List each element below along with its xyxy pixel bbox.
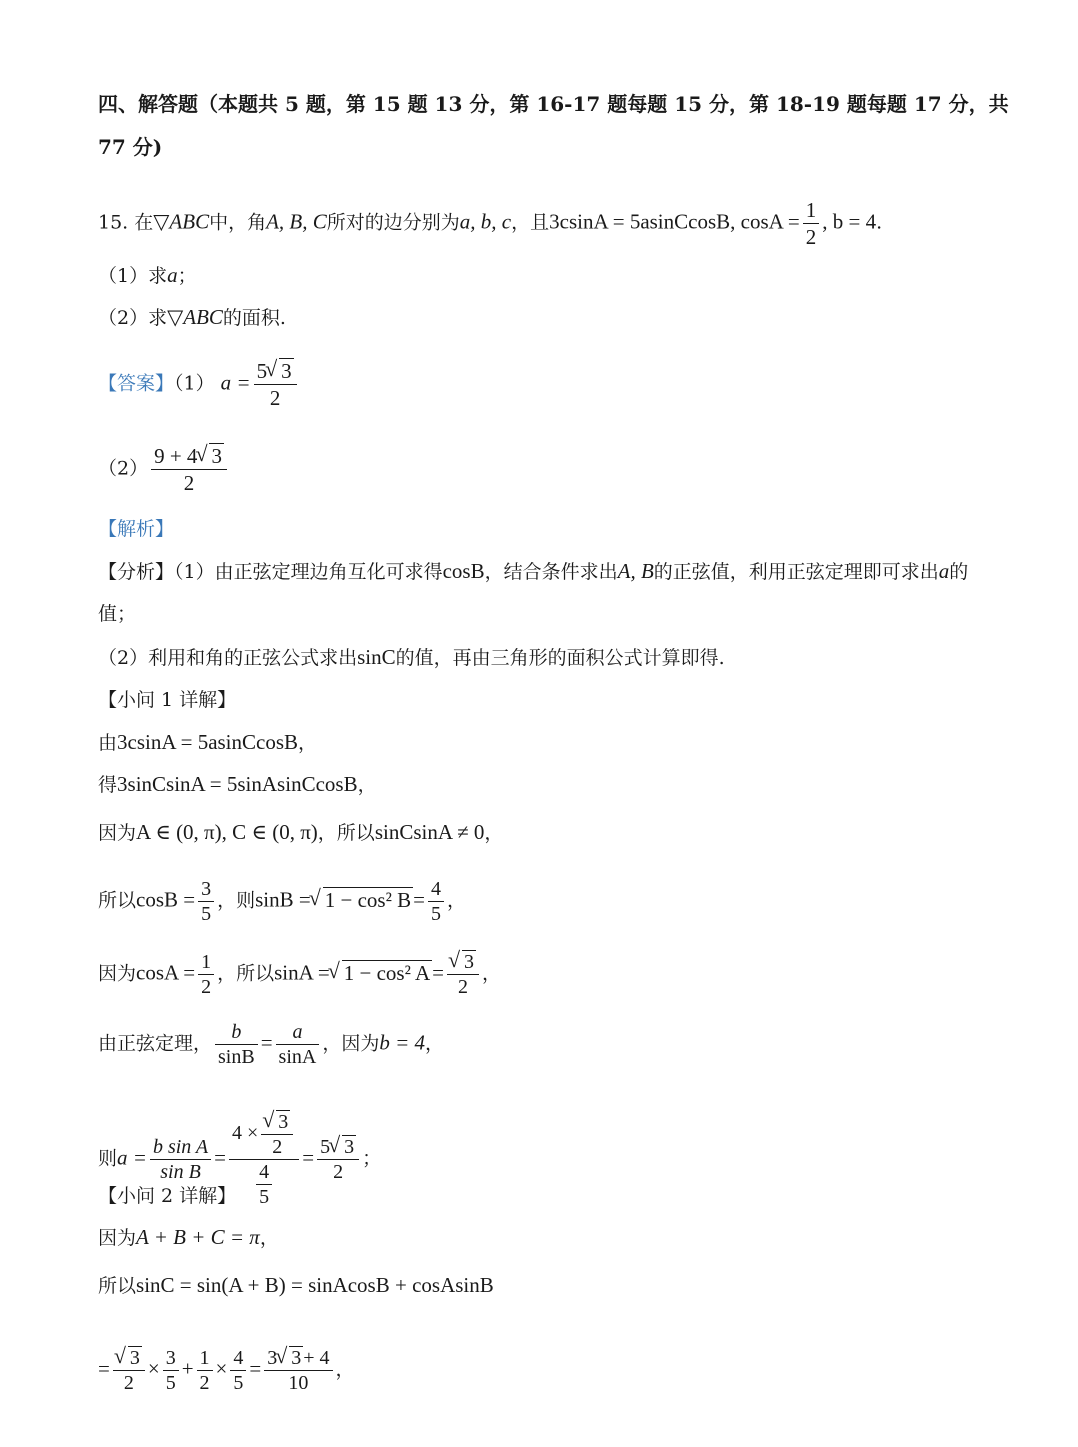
line-prefix: 所以	[98, 889, 137, 912]
fraction-numerator: 4	[256, 1160, 272, 1185]
fraction-denominator: 5	[165, 1372, 176, 1394]
math-equation: 3csinA = 5asinCcosB	[117, 730, 299, 754]
line-prefix: 由正弦定理，	[98, 1032, 213, 1055]
analysis-summary-1-cont: 值；	[98, 603, 137, 625]
fraction-numerator: b	[215, 1020, 258, 1045]
fraction-denominator: 2	[183, 471, 195, 495]
stem-text: ，且	[511, 211, 550, 234]
line-text: ，因为	[322, 1032, 380, 1055]
sinB-fraction	[428, 877, 444, 926]
equals-sign: =	[249, 1356, 262, 1381]
cosA-fraction	[803, 197, 820, 250]
part1-line3	[98, 820, 503, 845]
math-equation: sinB =	[255, 887, 311, 912]
line-text: ，则	[217, 889, 256, 912]
analysis-summary-2	[98, 645, 725, 670]
fraction-numerator: 1	[197, 1346, 213, 1371]
summary-text: 的值，再由三角形的面积公式计算即得.	[395, 647, 725, 669]
line-end: ，	[484, 822, 504, 844]
math-inline: sinC	[357, 645, 396, 669]
question-target: ▽ABC	[167, 305, 223, 329]
answer-part1	[98, 358, 300, 411]
sqrt-symbol	[277, 1346, 303, 1370]
nested-fraction	[256, 1160, 272, 1209]
answer-lhs: a =	[220, 370, 251, 395]
analysis-summary-1	[98, 559, 968, 584]
sqrt-symbol	[330, 1135, 356, 1159]
answer-part-label: （1）	[174, 372, 215, 395]
stem-text: 在	[134, 211, 154, 234]
numerator-rest: + 4	[303, 1347, 330, 1369]
problem-number: 15.	[98, 211, 129, 234]
fraction-denominator: 10	[288, 1372, 309, 1394]
line-prefix: 所以	[98, 1275, 137, 1297]
fraction-denominator: sin B	[160, 1161, 201, 1183]
triangle-symbol: ▽ABC	[153, 209, 210, 234]
fraction-denominator: 2	[123, 1372, 134, 1394]
math-inline: a	[938, 559, 950, 583]
question-target: a	[167, 263, 178, 287]
radicand: 3	[278, 1111, 289, 1133]
line-end: ；	[362, 1147, 382, 1170]
math-inline: A, B	[617, 559, 654, 583]
answer1-fraction	[254, 358, 297, 411]
numerator-coef: 5	[320, 1136, 331, 1158]
fraction-numerator: 4	[428, 877, 444, 902]
law-of-sines-right	[276, 1020, 320, 1069]
fraction-numerator: a	[276, 1020, 320, 1045]
answer-part2	[98, 443, 230, 496]
line-prefix: 因为	[98, 822, 137, 844]
sqrt-symbol	[450, 950, 476, 974]
math-equation: sinC = sin(A + B) = sinAcosB + cosAsinB	[136, 1273, 494, 1297]
numerator-coef: 4 ×	[231, 1122, 259, 1145]
condition-equation: 3csinA = 5asinCcosB	[549, 209, 731, 234]
fraction-numerator: 4	[230, 1346, 246, 1371]
question-label: （2）求	[98, 307, 168, 329]
fraction-denominator: 2	[269, 386, 281, 410]
line-text: ，所以	[317, 822, 375, 844]
part2-line1	[98, 1225, 279, 1250]
line-prefix: 由	[98, 732, 118, 754]
radicand: 3	[291, 1347, 302, 1369]
line-end: ，	[357, 774, 377, 796]
fraction-denominator: 2	[457, 976, 468, 998]
math-equation: a =	[117, 1145, 147, 1170]
math-equation: b = 4	[379, 1030, 426, 1055]
fraction-numerator: 3	[198, 877, 214, 902]
radicand: 1 − cos² A	[343, 960, 431, 985]
fraction-numerator: b sin A	[150, 1135, 211, 1160]
cosA-fraction	[198, 950, 214, 999]
math-equation: cosA =	[136, 960, 196, 985]
fraction-denominator: 5	[259, 1186, 270, 1208]
math-equation: sinA =	[274, 960, 330, 985]
analysis-tag: 【解析】	[98, 518, 175, 540]
part1-line4	[98, 877, 466, 926]
fraction-denominator: 2	[199, 1372, 210, 1394]
part1-title: 【小问 1 详解】	[98, 689, 237, 711]
equals-sign: =	[260, 1030, 273, 1055]
angle-names: A, B, C	[266, 209, 327, 234]
cosA-label: , cosA =	[730, 209, 800, 234]
fraction-denominator: 2	[333, 1161, 344, 1183]
summary-text: 的	[949, 561, 969, 583]
section-header-line2: 77 分)	[98, 135, 163, 159]
a-result-fraction	[317, 1135, 359, 1184]
math-equation: cosB =	[136, 887, 196, 912]
cosB-fraction	[163, 1346, 179, 1395]
answer2-fraction	[151, 443, 227, 496]
radicand: 1 − cos² B	[324, 887, 412, 912]
line-prefix: 因为	[98, 962, 137, 985]
sinA-fraction	[447, 950, 479, 999]
equals-sign: =	[432, 960, 444, 985]
radicand: 3	[211, 444, 222, 468]
a-fraction-1	[150, 1135, 211, 1184]
math-equation: 3sinCsinA = 5sinAsinCcosB	[117, 772, 358, 796]
cosA-fraction	[197, 1346, 213, 1395]
fraction-denominator: 2	[805, 225, 817, 249]
question-1	[98, 263, 197, 288]
radicand: 3	[344, 1136, 355, 1158]
numerator-prefix: 9 + 4	[154, 444, 198, 468]
fraction-denominator: 5	[201, 903, 212, 925]
fraction-numerator: 1	[198, 950, 214, 975]
sqrt-symbol	[197, 443, 224, 469]
line-text: ，所以	[217, 962, 275, 985]
numerator-coef: 3	[267, 1347, 278, 1369]
summary-text: ，结合条件求出	[484, 561, 618, 583]
question-end: ；	[177, 265, 197, 287]
stem-text: 所对的边分别为	[326, 211, 460, 234]
plus-sign: +	[181, 1356, 194, 1381]
answer-part-label: （2）	[98, 457, 149, 480]
part2-line3	[98, 1346, 355, 1395]
math-equation: sinCsinA ≠ 0	[374, 820, 485, 844]
numerator-coef: 5	[256, 359, 268, 383]
part2-title: 【小问 2 详解】	[98, 1185, 237, 1207]
answer-tag: 【答案】	[98, 372, 175, 395]
line-end: ，	[259, 1227, 279, 1249]
sqrt-symbol	[330, 961, 432, 985]
equals-sign: =	[214, 1145, 226, 1170]
cosB-fraction	[198, 877, 214, 926]
line-end: ，	[446, 889, 466, 912]
times-sign: ×	[215, 1356, 228, 1381]
fraction-numerator: 1	[803, 197, 820, 224]
times-sign: ×	[147, 1356, 160, 1381]
question-end: 的面积.	[222, 307, 286, 329]
equals-sign: =	[413, 887, 425, 912]
line-prefix: 因为	[98, 1227, 137, 1249]
part1-line1	[98, 730, 317, 755]
a-compound-fraction	[229, 1110, 299, 1209]
summary-text: 的正弦值，利用正弦定理即可求出	[653, 561, 939, 583]
fraction-denominator: 5	[233, 1372, 244, 1394]
part1-line5	[98, 950, 501, 999]
question-label: （1）求	[98, 265, 168, 287]
problem-stem	[98, 197, 882, 250]
line-end: ，	[298, 732, 318, 754]
line-prefix: 得	[98, 774, 118, 796]
part1-line2	[98, 772, 377, 797]
fraction-denominator: 2	[272, 1136, 283, 1158]
summary-text: （1）由正弦定理边角互化可求得	[174, 561, 443, 583]
sqrt-symbol	[264, 1110, 290, 1134]
sinC-result-fraction	[264, 1346, 332, 1395]
fraction-numerator: 3	[163, 1346, 179, 1371]
line-end: ，	[481, 962, 501, 985]
math-inline: cosB	[442, 559, 485, 583]
part2-line2	[98, 1273, 494, 1298]
fraction-denominator: 2	[201, 976, 212, 998]
law-of-sines-left	[215, 1020, 258, 1069]
radicand: 3	[129, 1347, 140, 1369]
stem-text: 中，角	[209, 211, 267, 234]
line-end: ，	[335, 1358, 355, 1381]
fraction-denominator: sinB	[218, 1046, 255, 1068]
fraction-denominator: sinA	[278, 1046, 317, 1068]
part1-line6	[98, 1020, 444, 1069]
math-equation: A ∈ (0, π), C ∈ (0, π)	[136, 820, 318, 844]
fraction-denominator: 5	[430, 903, 441, 925]
sinA-fraction	[113, 1346, 145, 1395]
nested-fraction	[261, 1110, 293, 1159]
b-value: , b = 4	[822, 209, 877, 234]
side-names: a, b, c	[459, 209, 512, 234]
sinB-fraction	[230, 1346, 246, 1395]
sqrt-symbol	[311, 888, 413, 912]
equals-sign: =	[98, 1356, 110, 1381]
stem-end: .	[876, 211, 883, 234]
sqrt-symbol	[267, 358, 294, 384]
sqrt-symbol	[116, 1346, 142, 1370]
line-end: ，	[425, 1032, 445, 1055]
summary-tag: 【分析】	[98, 561, 175, 583]
line-prefix: 则	[98, 1147, 118, 1170]
radicand: 3	[281, 359, 292, 383]
question-2	[98, 305, 286, 330]
summary-text: （2）利用和角的正弦公式求出	[98, 647, 358, 669]
radicand: 3	[463, 951, 474, 973]
math-equation: A + B + C = π	[136, 1225, 260, 1249]
equals-sign: =	[302, 1145, 315, 1170]
section-header-line1: 四、解答题（本题共 5 题，第 15 题 13 分，第 16-17 题每题 15 分，第 18-19 题每题 17 分，共	[98, 92, 1009, 116]
